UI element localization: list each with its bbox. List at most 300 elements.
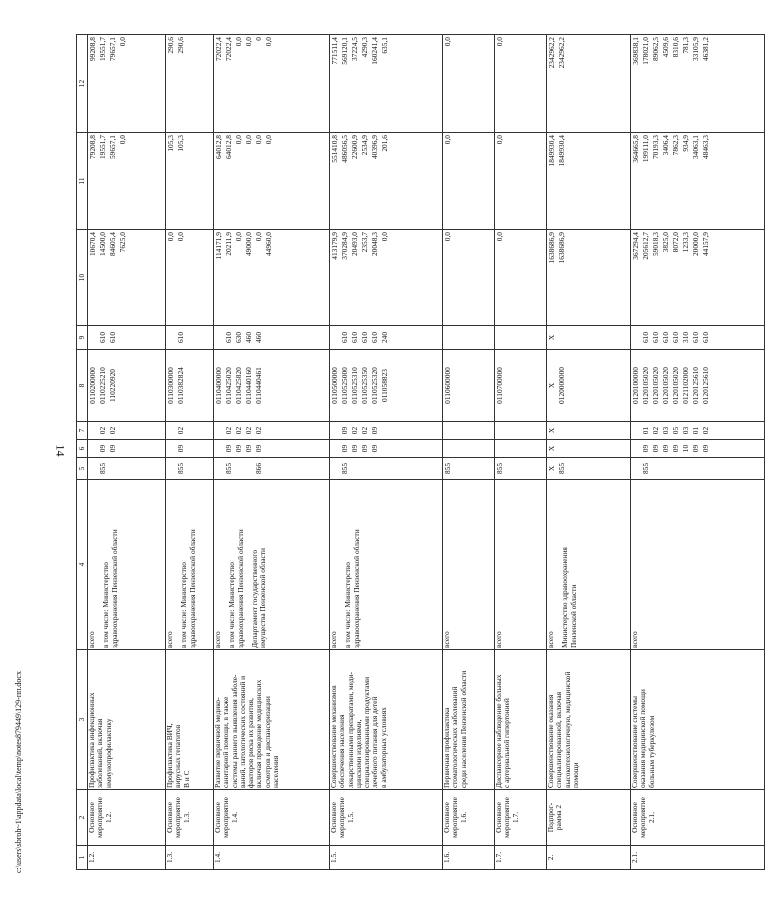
table-cell-col-8 [443,350,495,422]
table-cell-col-10 [166,230,214,326]
table-cell-col-1 [214,846,330,870]
table-cell-col-5 [443,458,495,480]
table-cell-col-8 [88,350,166,422]
header-cell: 9 [77,326,88,350]
cell-value: 290,6 [166,37,175,54]
header-cell: 11 [77,133,88,230]
header-cell: 2 [77,790,88,846]
cell-value: всего [494,631,503,648]
cell-value: 46381,2 [701,37,710,62]
table-cell-col-3 [214,650,330,790]
cell-value: 64012,8 [224,135,233,160]
cell-value: 610 [224,331,233,344]
table-cell-col-2 [88,790,166,846]
cell-value: 3406,4 [661,135,670,156]
cell-value: Подпрог- рамма 2 [546,802,564,833]
table-cell-col-5 [330,458,443,480]
table-cell-col-12 [330,35,443,133]
table-cell-col-9 [547,326,631,350]
cell-value: 855 [495,462,504,475]
cell-value: 59018,3 [651,232,660,257]
cell-value: 934,9 [681,135,690,152]
cell-value: Основное мероприятие 1.4. [213,797,239,838]
table-cell-col-1 [330,846,443,870]
cell-value: всего [213,631,222,648]
cell-value: 0,0 [495,37,504,47]
table-cell-col-2 [330,790,443,846]
cell-value: 0110300000 [166,367,175,404]
cell-value: 178021,0 [641,37,650,65]
cell-value: 72022,4 [214,37,223,62]
cell-value: 610 [691,331,700,344]
cell-value: в том числе: Министерство здравоохранения Пензенской области [227,529,245,648]
cell-value: 0120100000 [631,367,640,404]
table-cell-col-9 [443,326,495,350]
cell-value: в том числе: Министерство здравоохранения Пензенской области [179,529,197,648]
cell-value: в том числе: Министерство здравоохранения Пензенской области [343,529,361,648]
cell-value: Профилактика ВИЧ, вирусных гепатитов В и С [165,723,191,788]
table-cell-col-5 [547,458,631,480]
cell-value: 0,0 [234,232,243,242]
table-cell-col-1 [495,846,547,870]
cell-value: 2. [546,854,555,861]
cell-value: 3825,0 [661,232,670,253]
cell-value: 03 [681,426,690,435]
table-cell-col-2 [495,790,547,846]
cell-value: 205612,7 [641,232,650,260]
cell-value: 0120105020 [671,367,680,404]
table-cell-col-11 [166,133,214,230]
cell-value: 1849930,4 [557,135,566,167]
table-cell-col-2 [631,790,765,846]
cell-value: всего [329,631,338,648]
cell-value: 20211,9 [224,232,233,256]
cell-value: 0,0 [118,135,127,145]
cell-value: 19551,7 [98,135,107,160]
cell-value: 14500,0 [98,232,107,257]
cell-value [214,441,224,456]
cell-value: 630 [234,331,243,344]
table-cell-col-11 [443,133,495,230]
cell-value: 20048,3 [370,232,379,257]
cell-value: X [547,382,556,389]
cell-value: 0120105020 [651,367,660,404]
table-cell-col-9 [88,326,166,350]
cell-value: 1638686,9 [557,232,566,264]
cell-value: Совершенствование системы оказания медицинской помощи больным туберкулезом [630,689,656,788]
cell-value [234,459,244,478]
cell-value: 2342962,2 [557,37,566,69]
cell-value: 855 [340,462,349,475]
cell-value: 09 [224,444,233,453]
cell-value: 09 [98,444,107,453]
table-cell-col-3 [330,650,443,790]
table-cell-col-2 [443,790,495,846]
cell-value [214,423,224,438]
cell-value: 0,0 [443,232,452,242]
table-cell-col-12 [443,35,495,133]
cell-value: 09 [350,444,359,453]
cell-value: 02 [701,426,710,435]
table-cell-col-8 [495,350,547,422]
cell-value: в том числе: Министерство здравоохранения Пензенской области [101,529,119,648]
table-cell-col-5 [88,458,166,480]
cell-value [330,459,340,478]
cell-value: 1638686,9 [547,232,556,264]
cell-value: 02 [108,426,117,435]
table-cell-col-7 [88,422,166,440]
rotated-table-container [76,35,710,870]
cell-value: 7625,0 [118,232,127,253]
cell-value: 34063,1 [691,135,700,160]
table-cell-col-9 [166,326,214,350]
cell-value: 0110200000 [88,367,97,404]
cell-value [88,459,98,478]
cell-value: 460 [254,331,263,344]
cell-value: 110220920 [108,369,117,402]
cell-value [166,459,176,478]
cell-value: 09 [340,444,349,453]
cell-value: 03 [661,426,670,435]
cell-value: 72022,4 [224,37,233,62]
cell-value: 486056,5 [340,135,349,163]
cell-value: 01 [691,426,700,435]
header-cell: 5 [77,458,88,480]
table-cell-col-4 [214,480,330,650]
cell-value: X [547,334,556,341]
cell-value: 310 [681,331,690,344]
cell-value: 1.6. [442,851,451,864]
cell-value: 610 [661,331,670,344]
header-cell: 3 [77,650,88,790]
table-row [495,35,547,870]
table-cell-col-4 [547,480,631,650]
table-cell-col-6 [547,440,631,458]
cell-value: 19551,7 [98,37,107,62]
table-cell-col-4 [88,480,166,650]
cell-value: 1.7. [494,851,503,864]
cell-value: 367294,4 [631,232,640,260]
cell-value: 364665,8 [631,135,640,163]
cell-value: 09 [244,444,253,453]
cell-value: X [547,427,556,434]
cell-value: 44960,0 [264,232,273,257]
table-cell-col-12 [547,35,631,133]
cell-value: 84605,4 [108,232,117,257]
cell-value: 02 [176,426,185,435]
cell-value: 09 [254,444,263,453]
cell-value: 610 [671,331,680,344]
header-row [77,35,88,870]
cell-value: 64012,8 [214,135,223,160]
cell-value [631,327,641,348]
cell-value [244,459,254,478]
cell-value: 49000,0 [244,232,253,257]
table-row [330,35,443,870]
cell-value [495,441,505,456]
cell-value [443,441,453,456]
table-cell-col-10 [547,230,631,326]
cell-value: 855 [443,462,452,475]
cell-value: 855 [176,462,185,475]
cell-value: 369838,1 [631,37,640,65]
cell-value: 0,0 [234,135,243,145]
cell-value: 0,0 [166,232,175,242]
cell-value: 0110525000 [340,367,349,404]
table-cell-col-10 [495,230,547,326]
table-cell-col-7 [330,422,443,440]
table-cell-col-11 [330,133,443,230]
cell-value: 610 [176,331,185,344]
table-cell-col-6 [330,440,443,458]
table-cell-col-3 [547,650,631,790]
cell-value: всего [630,631,639,648]
cell-value: 79657,1 [108,37,117,62]
cell-value: Департамент государственного имущества Пензенской области [249,548,268,648]
cell-value: 0120105020 [641,367,650,404]
cell-value: 09 [176,444,185,453]
table-cell-col-9 [214,326,330,350]
cell-value: Профилактика инфекционных заболеваний, включая иммунопрофилактику [87,692,113,788]
cell-value: 771511,4 [330,37,339,65]
cell-value: 0110525350 [360,367,369,404]
cell-value: 0,0 [443,37,452,47]
cell-value: Совершенствование оказания специализированной, включая высокотехнологичную, медицинской помощи [546,671,580,788]
table-cell-col-4 [166,480,214,650]
cell-value: Министерство здравоохранения Пензенской области [560,547,578,648]
cell-value [88,327,98,348]
cell-value: 105,3 [166,135,175,152]
table-cell-col-7 [443,422,495,440]
table-row [631,35,765,870]
cell-value: 09 [661,444,670,453]
cell-value: 0,0 [176,232,185,242]
table-cell-col-4 [443,480,495,650]
cell-value: 70193,3 [651,135,660,160]
cell-value: 20000,0 [691,232,700,257]
cell-value: 2.1. [630,851,639,864]
table-cell-col-10 [443,230,495,326]
table-cell-col-5 [495,458,547,480]
cell-value: 01 [641,426,650,435]
cell-value: 855 [224,462,233,475]
table-cell-col-6 [214,440,330,458]
cell-value: 0,0 [118,37,127,47]
cell-value: Основное мероприятие 1.3. [165,797,191,838]
cell-value: 09 [691,444,700,453]
cell-value: 22600,9 [350,135,359,160]
cell-value: 09 [340,426,349,435]
cell-value: 1233,3 [681,232,690,253]
cell-value: 09 [234,444,243,453]
table-cell-col-11 [547,133,631,230]
table-cell-col-7 [214,422,330,440]
page-number: 14 [53,444,68,457]
cell-value: 0,0 [264,135,273,145]
table-cell-col-2 [547,790,631,846]
cell-value: 0120125610 [701,367,710,404]
cell-value: 0110400000 [214,367,223,404]
table-row [166,35,214,870]
table-cell-col-12 [631,35,765,133]
cell-value: 10670,4 [88,232,97,257]
cell-value: 02 [98,426,107,435]
table-cell-col-8 [330,350,443,422]
cell-value: 610 [360,331,369,344]
cell-value: 199111,0 [641,135,650,163]
cell-value: 0120000000 [557,367,566,404]
cell-value [330,441,340,456]
table-row [443,35,495,870]
table-cell-col-3 [495,650,547,790]
table-cell-col-2 [166,790,214,846]
cell-value: всего [442,631,451,648]
cell-value: 0121102000 [681,367,690,404]
header-cell: 1 [77,846,88,870]
cell-value: 02 [360,426,369,435]
cell-value: 0,0 [254,232,263,242]
cell-value: 413179,9 [330,232,339,260]
cell-value [166,327,176,348]
cell-value: 40396,9 [370,135,379,160]
cell-value: 8310,6 [671,37,680,58]
cell-value: 610 [340,331,349,344]
cell-value: Основное мероприятие 1.7. [494,797,520,838]
header-cell: 7 [77,422,88,440]
cell-value: 1.2. [87,851,96,864]
cell-value: 37224,5 [350,37,359,62]
table-cell-col-1 [88,846,166,870]
cell-value: 0110225210 [98,367,107,404]
table-cell-col-3 [443,650,495,790]
table-cell-col-6 [443,440,495,458]
cell-value: 610 [108,331,117,344]
cell-value: 610 [651,331,660,344]
table-cell-col-1 [166,846,214,870]
table-cell-col-12 [495,35,547,133]
table-cell-col-10 [88,230,166,326]
table-cell-col-3 [88,650,166,790]
cell-value: 09 [370,426,379,435]
cell-value: 0,0 [244,135,253,145]
table-cell-col-12 [214,35,330,133]
cell-value: 02 [234,426,243,435]
cell-value: 0120105020 [661,367,670,404]
cell-value: 0110500000 [330,367,339,404]
header-cell: 10 [77,230,88,326]
table-cell-col-11 [631,133,765,230]
cell-value [88,441,98,456]
cell-value [495,423,505,438]
table-cell-col-10 [631,230,765,326]
cell-value: 02 [254,426,263,435]
cell-value: 551410,8 [330,135,339,163]
cell-value: Совершенствование механизмов обеспечения населения лекарственными препаратами, меди- цинскими изделиями, специализированными продуктами лечебного питания для детей в амбулаторных условиях [329,672,388,788]
cell-value: 33105,9 [691,37,700,62]
cell-value: 02 [651,426,660,435]
cell-value: всего [87,631,96,648]
cell-value: 0110525310 [350,367,359,404]
table-cell-col-5 [631,458,765,480]
cell-value: 240 [380,331,389,344]
table-row [88,35,166,870]
table-cell-col-6 [166,440,214,458]
cell-value: Основное мероприятие 1.6. [442,797,468,838]
cell-value: X [547,465,556,472]
budget-table [76,34,765,870]
table-cell-col-3 [166,650,214,790]
cell-value: 09 [108,444,117,453]
cell-value: 610 [701,331,710,344]
cell-value: 855 [98,462,107,475]
table-cell-col-11 [214,133,330,230]
cell-value: 10 [681,444,690,453]
cell-value: 02 [224,426,233,435]
table-cell-col-6 [631,440,765,458]
cell-value [330,327,340,348]
cell-value: 4509,6 [661,37,670,58]
cell-value: 0,0 [495,135,504,145]
cell-value: 99208,8 [88,37,97,62]
table-cell-col-8 [547,350,631,422]
cell-value [631,423,641,438]
cell-value: 0110440461 [254,367,263,404]
cell-value: 05 [671,426,680,435]
table-cell-col-11 [88,133,166,230]
cell-value: 855 [641,462,650,475]
cell-value: 0110425020 [224,367,233,404]
cell-value: 201,6 [380,135,389,152]
table-cell-col-8 [631,350,765,422]
table-cell-col-11 [495,133,547,230]
table-cell-col-10 [214,230,330,326]
table-cell-col-7 [166,422,214,440]
table-cell-col-7 [495,422,547,440]
cell-value: Развитие первичной медико- санитарной помощи, в также системы раннего выявления заболе- ваний, патологических состояний и факторов риска их развития, включая проведение медицинских осмотров и диспансеризации населения [213,674,280,788]
table-row [214,35,330,870]
table-cell-col-9 [631,326,765,350]
cell-value: 02 [244,426,253,435]
table-cell-col-4 [495,480,547,650]
cell-value: 0 [254,37,263,41]
cell-value: Диспансерное наблюдение больных с артериальной гипертонией [494,674,512,788]
cell-value: всего [546,631,555,648]
table-cell-col-10 [330,230,443,326]
cell-value: 610 [370,331,379,344]
cell-value [88,423,98,438]
table-cell-col-6 [88,440,166,458]
cell-value: 1.3. [165,851,174,864]
cell-value: 0,0 [234,37,243,47]
cell-value: 0,0 [254,135,263,145]
cell-value [166,423,176,438]
table-cell-col-12 [88,35,166,133]
cell-value: 610 [641,331,650,344]
cell-value: 09 [360,444,369,453]
cell-value: 1849930,4 [547,135,556,167]
cell-value: 635,1 [380,37,389,54]
cell-value: 1.4. [213,851,222,864]
cell-value: 2342962,2 [547,37,556,69]
table-cell-col-2 [214,790,330,846]
table-row [547,35,631,870]
table-cell-col-4 [631,480,765,650]
cell-value: 1.5. [329,851,338,864]
cell-value: 20493,0 [350,232,359,257]
table-cell-col-1 [631,846,765,870]
cell-value: 0110700000 [495,367,504,404]
table-cell-col-1 [547,846,631,870]
